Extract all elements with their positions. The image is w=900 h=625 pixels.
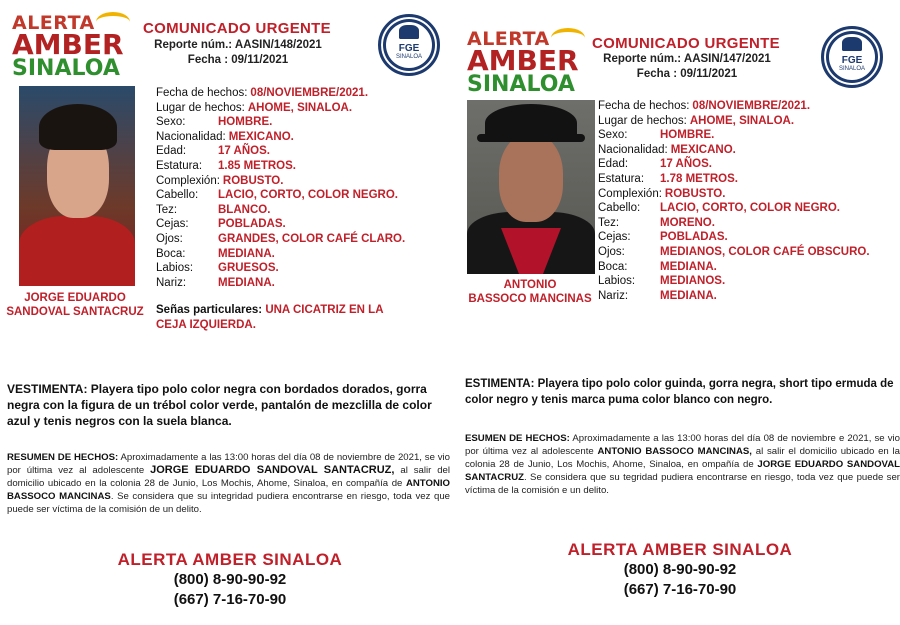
fact-value: GRUESOS.	[218, 262, 279, 275]
fge-seal-icon: FGE SINALOA	[378, 14, 440, 76]
fact-row	[598, 289, 870, 304]
fact-value: ROBUSTO.	[222, 174, 284, 187]
fact-label: Lugar de hechos:	[156, 101, 245, 114]
fact-row	[156, 115, 405, 130]
fact-value: MEXICANO.	[228, 130, 294, 143]
fact-label: Fecha de hechos:	[598, 100, 690, 112]
fact-row	[156, 276, 405, 291]
alerta-amber-logo: ALERTA AMBER SINALOA	[12, 14, 124, 80]
fact-value: LACIO, CORTO, COLOR NEGRO.	[660, 202, 840, 215]
fact-row	[156, 86, 405, 101]
missing-person-photo	[467, 100, 595, 274]
fact-row	[598, 201, 870, 216]
fact-value: MEDIANA.	[218, 247, 275, 260]
summary-of-facts: RESUMEN DE HECHOS: Aproximadamente a las 13:00 horas del día 08 de noviembre de 2021, se vio por última vez al adolescente JORGE EDUARDO SANDOVAL SANTACRUZ, al salir del domicilio ubicado en la colonia 28 de Junio, Los Mochis, Ahome, Sinaloa, en compañía de ANTONIO BASSOCO MANCINAS. Se considera que su integridad pudiera encontrarse en riesgo, toda vez que puede ser víctima de la comisión de un delito.	[7, 452, 450, 515]
fact-row	[598, 274, 870, 289]
phone-number: (800) 8-90-90-92	[623, 561, 737, 578]
fact-row	[156, 101, 405, 116]
fact-value: HOMBRE.	[218, 116, 273, 129]
fact-value: AHOME, SINALOA.	[689, 114, 795, 127]
sun-icon	[551, 28, 585, 48]
fact-label: Tez:	[156, 203, 178, 216]
phone-number: (800) 8-90-90-92	[173, 571, 287, 588]
fact-label: Lugar de hechos:	[598, 114, 687, 127]
fact-value: POBLADAS.	[218, 218, 286, 231]
fact-label: Estatura:	[156, 159, 203, 172]
missing-person-name: JORGE EDUARDO SANDOVAL SANTACRUZ	[6, 292, 144, 318]
fact-label: Cabello:	[156, 189, 199, 202]
fact-label: Complexión:	[156, 174, 220, 187]
report-number: Reporte núm.: AASIN/148/2021	[154, 39, 322, 51]
fact-value: MEDIANA.	[218, 276, 275, 289]
fact-value: MEDIANOS.	[660, 275, 726, 288]
fact-label: Ojos:	[598, 245, 625, 258]
right-bulletin	[455, 0, 900, 625]
missing-person-name: ANTONIO BASSOCO MANCINAS	[468, 279, 592, 305]
fact-value: 08/NOVIEMBRE/2021.	[692, 100, 811, 112]
fact-label: Fecha de hechos:	[156, 87, 248, 99]
fact-row	[598, 187, 870, 202]
fact-row	[156, 144, 405, 159]
fact-label: Complexión:	[598, 187, 662, 200]
fact-value: AHOME, SINALOA.	[247, 101, 353, 114]
fact-row	[156, 217, 405, 232]
fact-value: 1.78 METROS.	[660, 172, 738, 185]
fact-label: Sexo:	[598, 129, 628, 142]
footer-contact: ALERTA AMBER SINALOA (800) 8-90-90-92 (667) 7-16-70-90	[510, 540, 850, 600]
fact-label: Estatura:	[598, 172, 645, 185]
fact-value: BLANCO.	[218, 203, 271, 216]
fact-row	[598, 157, 870, 172]
fact-label: Edad:	[598, 158, 629, 171]
fact-row	[598, 143, 870, 158]
fact-value: ROBUSTO.	[664, 187, 726, 200]
report-date: Fecha : 09/11/2021	[187, 54, 289, 66]
fact-value: 17 AÑOS.	[660, 158, 712, 171]
fact-label: Edad:	[156, 145, 187, 158]
report-date: Fecha : 09/11/2021	[636, 68, 738, 80]
report-number: Reporte núm.: AASIN/147/2021	[603, 53, 771, 65]
fact-row	[156, 232, 405, 247]
summary-of-facts: ESUMEN DE HECHOS: Aproximadamente a las 13:00 horas del día 08 de noviembre e 2021, se vio por última vez al adolescente ANTONIO BASSOCO MANCINAS, al salir el domicilio ubicado en la colonia 28 de Junio, Los Mochis, Ahome, Sinaloa, en ompañía de JORGE EDUARDO SANDOVAL SANTACRUZ. Se considera que su tegridad pudiera encontrarse en riesgo, toda vez que puede ser víctima de la comisión e un delito.	[465, 433, 900, 496]
fact-label: Cejas:	[598, 231, 631, 244]
fact-value: HOMBRE.	[660, 129, 715, 142]
facts-list	[156, 86, 405, 290]
alerta-amber-logo: ALERTA AMBER SINALOA	[467, 30, 579, 96]
fact-label: Boca:	[156, 247, 186, 260]
fact-row	[598, 216, 870, 231]
fact-row	[156, 188, 405, 203]
distinguishing-marks: Señas particulares: UNA CICATRIZ EN LA CEJA IZQUIERDA.	[156, 304, 384, 331]
fact-row	[156, 174, 405, 189]
fact-label: Tez:	[598, 216, 620, 229]
fact-row	[156, 130, 405, 145]
fact-label: Nariz:	[598, 289, 629, 302]
fact-value: 17 AÑOS.	[218, 145, 270, 158]
fact-label: Cejas:	[156, 218, 189, 231]
fact-row	[598, 230, 870, 245]
fact-label: Nacionalidad:	[156, 130, 226, 143]
fact-label: Nariz:	[156, 276, 187, 289]
fact-value: MEDIANA.	[660, 260, 717, 273]
fact-row	[156, 261, 405, 276]
bulletin-title: COMUNICADO URGENTE	[592, 35, 780, 52]
bulletin-title: COMUNICADO URGENTE	[143, 20, 331, 37]
fact-row	[598, 172, 870, 187]
fact-value: 1.85 METROS.	[218, 159, 296, 172]
fact-row	[156, 247, 405, 262]
fact-label: Labios:	[598, 275, 636, 288]
fact-row	[598, 260, 870, 275]
fact-row	[156, 203, 405, 218]
fact-label: Sexo:	[156, 116, 186, 129]
clothing-description: VESTIMENTA: Playera tipo polo color negra con bordados dorados, gorra negra con la figura de un trébol color verde, pantalón de mezclilla de color azul y tenis negros con la suela blanca.	[7, 382, 432, 428]
missing-person-photo	[19, 86, 135, 286]
fact-value: MEDIANA.	[660, 289, 717, 302]
fact-row	[598, 99, 870, 114]
fact-label: Cabello:	[598, 202, 641, 215]
fact-value: LACIO, CORTO, COLOR NEGRO.	[218, 189, 398, 202]
fact-value: POBLADAS.	[660, 231, 728, 244]
phone-number: (667) 7-16-70-90	[623, 581, 737, 598]
fact-value: GRANDES, COLOR CAFÉ CLARO.	[218, 232, 406, 245]
fact-row	[156, 159, 405, 174]
fge-seal-icon: FGE SINALOA	[821, 26, 883, 88]
fact-label: Ojos:	[156, 232, 183, 245]
phone-number: (667) 7-16-70-90	[173, 591, 287, 608]
fact-value: MORENO.	[660, 216, 715, 229]
fact-label: Nacionalidad:	[598, 143, 668, 156]
fact-value: MEDIANOS, COLOR CAFÉ OBSCURO.	[660, 245, 870, 258]
fact-label: Boca:	[598, 260, 628, 273]
sun-icon	[96, 12, 130, 32]
fact-row	[598, 245, 870, 260]
footer-contact: ALERTA AMBER SINALOA (800) 8-90-90-92 (667) 7-16-70-90	[60, 550, 400, 610]
fact-row	[598, 128, 870, 143]
clothing-description: ESTIMENTA: Playera tipo polo color guinda, gorra negra, short tipo ermuda de color negro y tenis marca puma color blanco con negro.	[465, 378, 894, 406]
fact-label: Labios:	[156, 262, 194, 275]
fact-value: 08/NOVIEMBRE/2021.	[250, 87, 369, 99]
fact-value: MEXICANO.	[670, 143, 736, 156]
fact-row	[598, 114, 870, 129]
facts-list	[598, 99, 870, 303]
